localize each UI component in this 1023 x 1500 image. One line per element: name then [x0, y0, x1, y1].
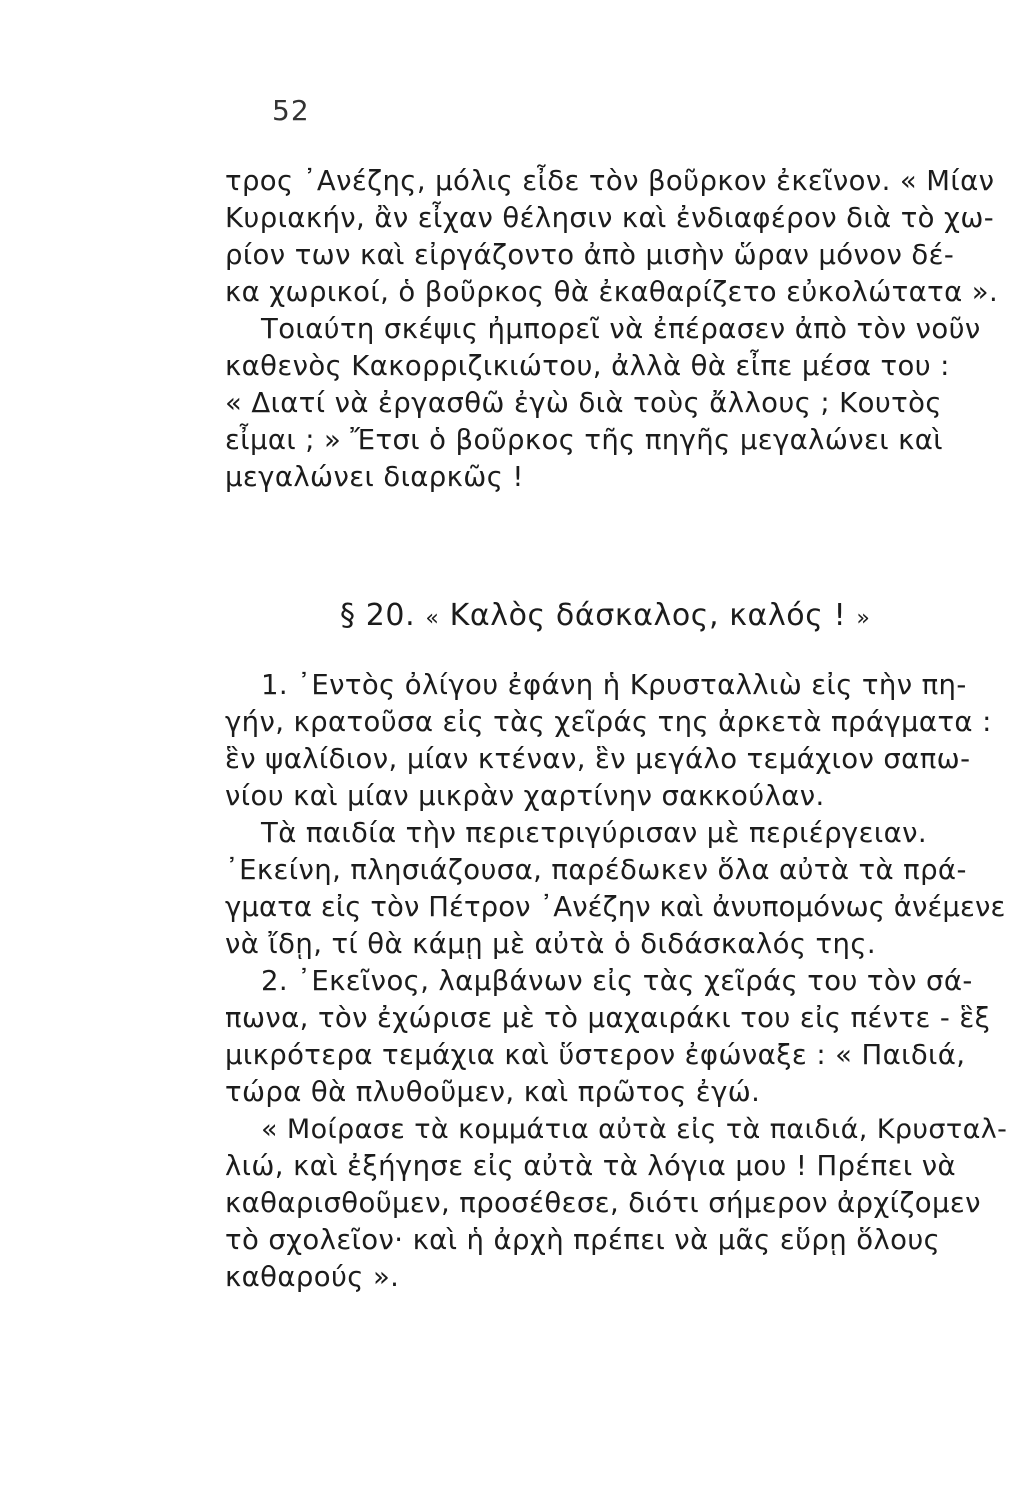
text-line: « Διατί νὰ ἐργασθῶ ἐγὼ διὰ τοὺς ἄλλους ; Κουτὸς	[225, 387, 942, 419]
text-line: ᾿Εκείνη, πλησιάζουσα, παρέδωκεν ὅλα αὐτὰ τὰ πρά-	[225, 854, 967, 886]
text-line: καθαρισθοῦμεν, προσέθεσε, διότι σήμερον ἀρχίζομεν	[225, 1187, 981, 1219]
section-mark: § 20.	[340, 598, 416, 633]
text-line: πωνα, τὸν ἐχώρισε μὲ τὸ μαχαιράκι του εἰς πέντε - ἓξ	[225, 1002, 991, 1034]
section-title: Καλὸς δάσκαλος, καλός !	[449, 598, 847, 633]
text-line: Τοιαύτη σκέψις ἠμπορεῖ νὰ ἐπέρασεν ἀπὸ τὸν νοῦν	[261, 313, 981, 345]
text-line: ρίον των καὶ εἰργάζοντο ἀπὸ μισὴν ὥραν μόνον δέ-	[225, 239, 955, 271]
text-line: Τὰ παιδία τὴν περιετριγύρισαν μὲ περιέργειαν.	[261, 817, 927, 849]
heading-close-quote: »	[856, 606, 871, 631]
text-line: νὰ ἴδῃ, τί θὰ κάμῃ μὲ αὐτὰ ὁ διδάσκαλός της.	[225, 928, 876, 960]
section-heading	[340, 598, 870, 633]
text-line: Κυριακήν, ἂν εἶχαν θέλησιν καὶ ἐνδιαφέρον διὰ τὸ χω-	[225, 202, 995, 234]
text-line: καθαρούς ».	[225, 1261, 400, 1293]
text-line: καθενὸς Κακορριζικιώτου, ἀλλὰ θὰ εἶπε μέσα του :	[225, 350, 950, 382]
heading-open-quote: «	[425, 606, 440, 631]
page-number: 52	[272, 94, 310, 127]
text-line: νίου καὶ μίαν μικρὰν χαρτίνην σακκούλαν.	[225, 780, 825, 812]
text-line: εἶμαι ; » Ἔτσι ὁ βοῦρκος τῆς πηγῆς μεγαλώνει καὶ	[225, 424, 943, 456]
text-line: κα χωρικοί, ὁ βοῦρκος θὰ ἐκαθαρίζετο εὐκολώτατα ».	[225, 276, 999, 308]
text-line: « Μοίρασε τὰ κομμάτια αὐτὰ εἰς τὰ παιδιά, Κρυσταλ-	[261, 1114, 1008, 1145]
text-line: λιώ, καὶ ἐξήγησε εἰς αὐτὰ τὰ λόγια μου ! Πρέπει νὰ	[225, 1150, 957, 1182]
text-line: γματα εἰς τὸν Πέτρον ᾿Ανέζην καὶ ἀνυπομόνως ἀνέμενε	[225, 891, 1006, 923]
text-line: γήν, κρατοῦσα εἰς τὰς χεῖράς της ἀρκετὰ πράγματα :	[225, 706, 992, 738]
paragraph-block-top	[225, 165, 1015, 501]
paragraph-block-bottom	[225, 669, 1015, 1301]
text-line: 2. ᾿Εκεῖνος, λαμβάνων εἰς τὰς χεῖράς του τὸν σά-	[261, 965, 973, 997]
text-line: τρος ᾿Ανέζης, μόλις εἶδε τὸν βοῦρκον ἐκεῖνον. « Μίαν	[225, 165, 995, 197]
text-line: τὸ σχολεῖον· καὶ ἡ ἀρχὴ πρέπει νὰ μᾶς εὕρῃ ὅλους	[225, 1224, 941, 1256]
text-line: μεγαλώνει διαρκῶς !	[225, 461, 524, 493]
text-line: ἓν ψαλίδιον, μίαν κτέναν, ἓν μεγάλο τεμάχιον σαπω-	[225, 743, 971, 775]
text-line: 1. ᾿Εντὸς ὀλίγου ἐφάνη ἡ Κρυσταλλιὼ εἰς τὴν πη-	[261, 669, 967, 701]
text-line: τώρα θὰ πλυθοῦμεν, καὶ πρῶτος ἐγώ.	[225, 1076, 761, 1108]
text-line: μικρότερα τεμάχια καὶ ὕστερον ἐφώναξε : « Παιδιά,	[225, 1039, 966, 1071]
